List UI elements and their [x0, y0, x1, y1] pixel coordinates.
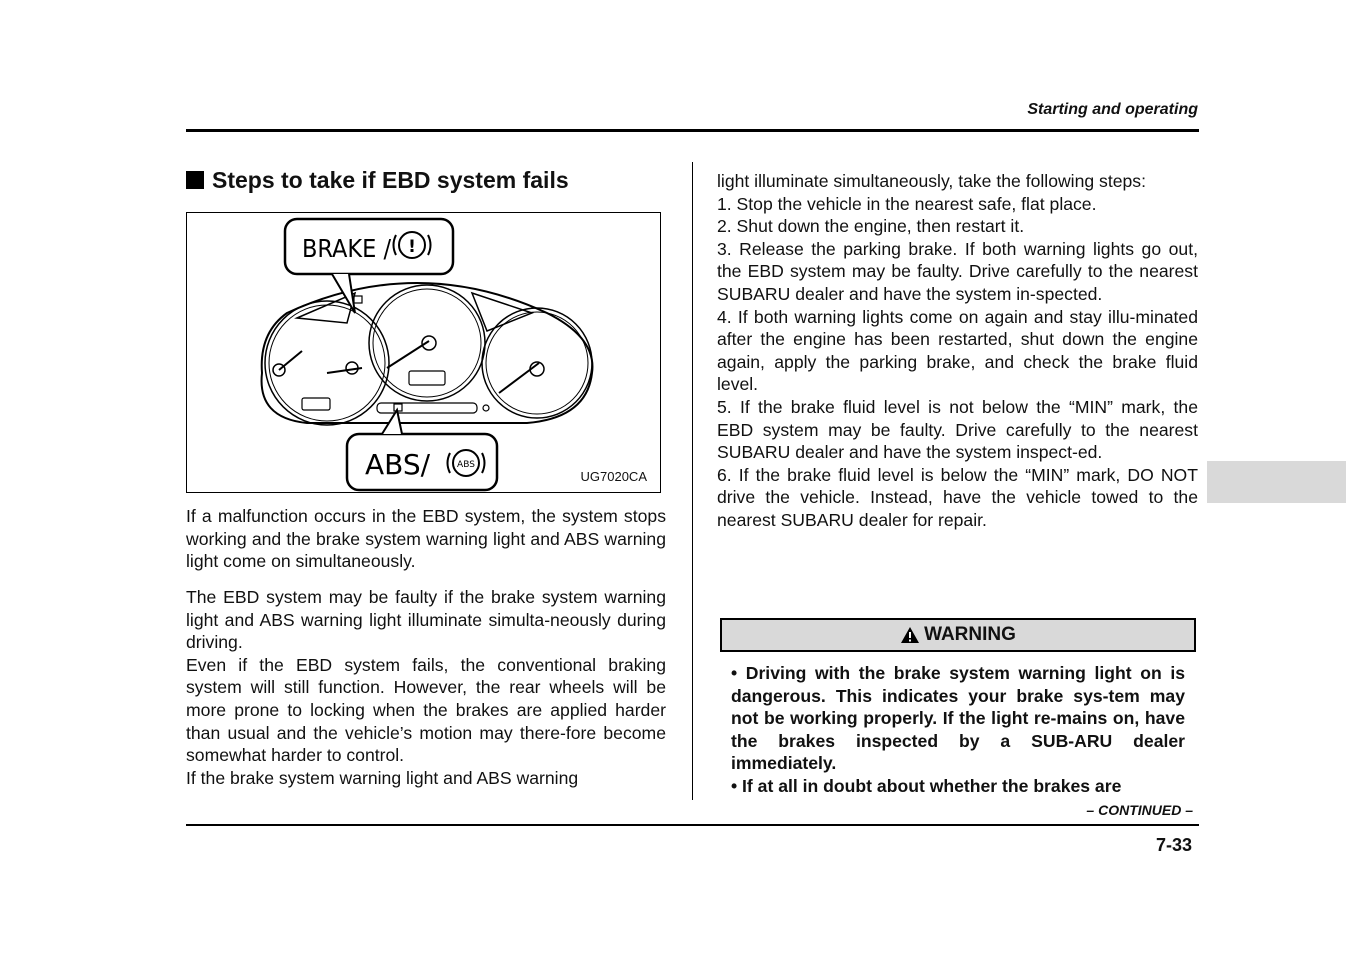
column-divider — [692, 162, 693, 800]
paragraph: If the brake system warning light and ABS warning — [186, 767, 579, 788]
step-item: 2. Shut down the engine, then restart it. — [717, 216, 1025, 237]
abs-callout-label: ABS/ — [365, 448, 431, 481]
warning-header — [720, 618, 1196, 652]
instrument-cluster-illustration — [187, 213, 662, 494]
step-item: 3. Release the parking brake. If both warning lights go out, the EBD system may be faulty. Drive carefully to the nearest SUBARU dealer and have the system in-spected. — [717, 238, 1198, 304]
brake-callout-label: BRAKE / — [302, 234, 392, 263]
footer-rule — [186, 824, 1199, 826]
paragraph: Even if the EBD system fails, the conventional braking system will still function. However, the rear wheels will be more prone to locking when the brakes are applied harder than usual and the vehicle’s motion may there-fore become somewhat harder to control. — [186, 654, 666, 766]
paragraph: light illuminate simultaneously, take the following steps: — [717, 171, 1146, 191]
paragraph: If a malfunction occurs in the EBD system, the system stops working and the brake system warning light and ABS warning light come on simultaneously. — [186, 506, 666, 572]
step-item: 5. If the brake fluid level is not below the “MIN” mark, the EBD system may be faulty. Drive carefully to the nearest SUBARU dealer and have the system inspect-ed. — [717, 396, 1198, 463]
step-item: 6. If the brake fluid level is below the “MIN” mark, DO NOT drive the vehicle. Instead, have the vehicle towed to the nearest SUBARU dealer for repair. — [717, 464, 1198, 530]
section-heading — [186, 167, 569, 194]
left-paragraphs — [186, 586, 666, 789]
svg-text:!: ! — [408, 237, 416, 257]
square-bullet-icon — [186, 171, 204, 189]
page-number: 7-33 — [1155, 835, 1192, 855]
warning-item: • Driving with the brake system warning light on is dangerous. This indicates your brake sys-tem may not be working properly. If the light re-mains on, have the brakes inspected by a SUB-ARU dealer immediately. — [731, 663, 1185, 774]
warning-label: WARNING — [924, 624, 1016, 645]
warning-triangle-icon — [900, 624, 920, 654]
figure-code: UG7020CA — [580, 469, 647, 484]
right-column-text — [717, 170, 1198, 532]
warning-list — [731, 662, 1185, 798]
instrument-cluster-figure — [186, 212, 661, 493]
left-paragraph-1 — [186, 505, 666, 573]
warning-item: • If at all in doubt about whether the brakes are — [731, 775, 1122, 796]
header-rule — [186, 129, 1199, 132]
abs-symbol-text: ABS — [457, 460, 475, 470]
step-item: 4. If both warning lights come on again and stay illu-minated after the engine has been restarted, shut down the engine again, apply the parking brake, and check the brake fluid level. — [717, 306, 1198, 395]
step-item: 1. Stop the vehicle in the nearest safe, flat place. — [717, 193, 1097, 214]
running-header: Starting and operating — [1027, 101, 1198, 118]
section-heading-text: Steps to take if EBD system fails — [212, 167, 569, 193]
paragraph: The EBD system may be faulty if the brake system warning light and ABS warning light illuminate simulta-neously during driving. — [186, 587, 666, 653]
chapter-tab — [1207, 461, 1346, 503]
continued-label: – CONTINUED – — [1086, 802, 1193, 818]
